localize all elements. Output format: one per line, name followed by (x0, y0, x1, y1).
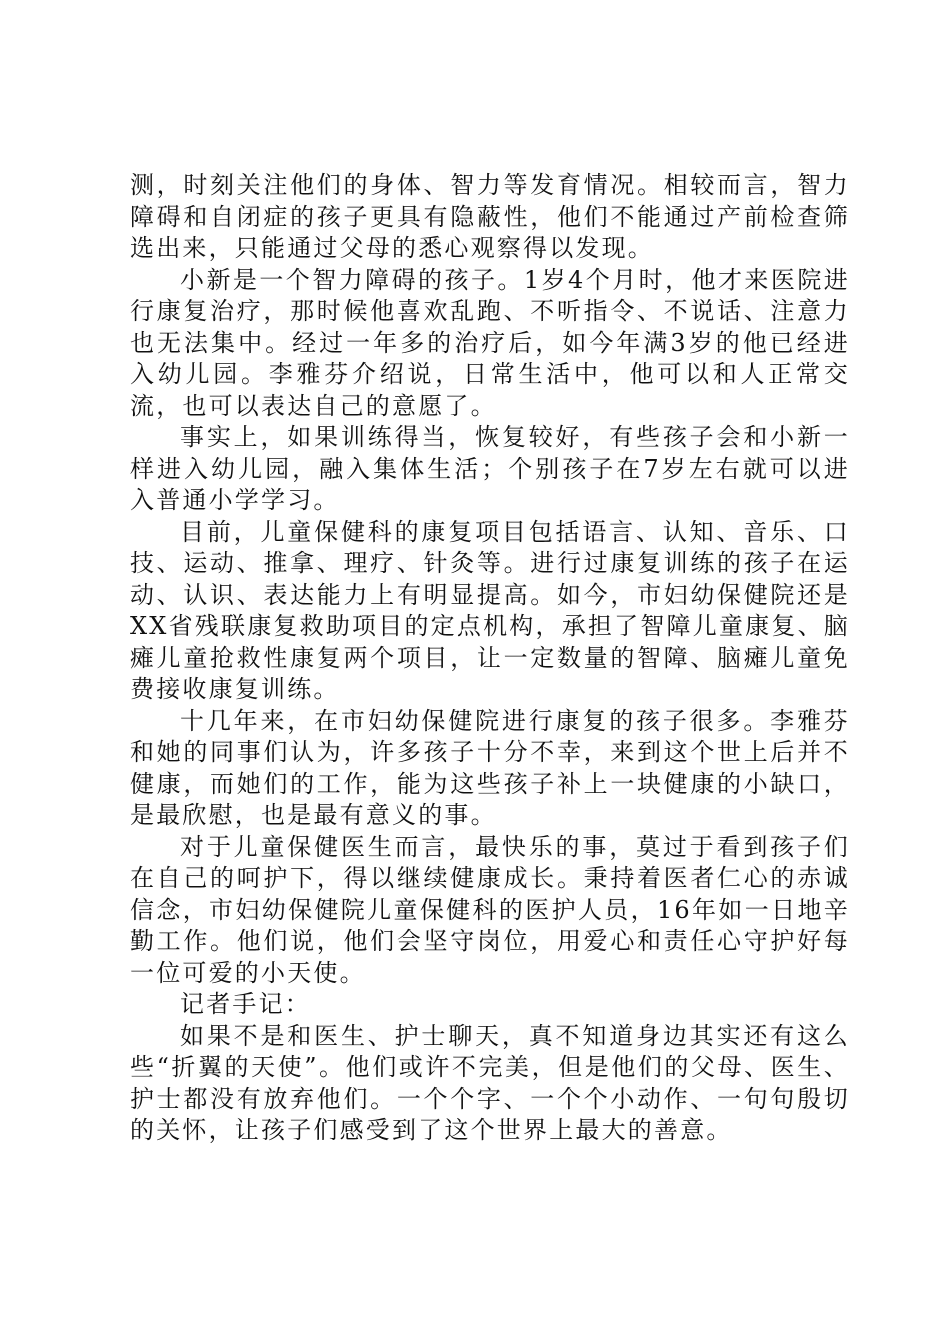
document-body (130, 170, 850, 1147)
paragraph-continuation: 测，时刻关注他们的身体、智力等发育情况。相较而言，智力障碍和自闭症的孩子更具有隐蔽性，他们不能通过产前检查筛选出来，只能通过父母的悉心观察得以发现。 (130, 171, 850, 262)
paragraph-rehab-projects: 目前，儿童保健科的康复项目包括语言、认知、音乐、口技、运动、推拿、理疗、针灸等。进行过康复训练的孩子在运动、认识、表达能力上有明显提高。如今，市妇幼保健院还是XX省残联康复救助项目的定点机构，承担了智障儿童康复、脑瘫儿童抢救性康复两个项目，让一定数量的智障、脑瘫儿童免费接收康复训练。 (130, 517, 850, 703)
paragraph-years: 十几年来，在市妇幼保健院进行康复的孩子很多。李雅芬和她的同事们认为，许多孩子十分不幸，来到这个世上后并不健康，而她们的工作，能为这些孩子补上一块健康的小缺口，是最欣慰，也是最有意义的事。 (130, 706, 850, 829)
paragraph-reporter-notes: 如果不是和医生、护士聊天，真不知道身边其实还有这么些“折翼的天使”。他们或许不完美，但是他们的父母、医生、护士都没有放弃他们。一个个字、一个个小动作、一句句殷切的关怀，让孩子们感受到了这个世界上最大的善意。 (130, 1021, 850, 1144)
paragraph-xiaoxin: 小新是一个智力障碍的孩子。1岁4个月时，他才来医院进行康复治疗，那时候他喜欢乱跑、不听指令、不说话、注意力也无法集中。经过一年多的治疗后，如今年满3岁的他已经进入幼儿园。李雅芬介绍说，日常生活中，他可以和人正常交流，也可以表达自己的意愿了。 (130, 265, 850, 420)
paragraph-happiness: 对于儿童保健医生而言，最快乐的事，莫过于看到孩子们在自己的呵护下，得以继续健康成长。秉持着医者仁心的赤诚信念，市妇幼保健院儿童保健科的医护人员，16年如一日地辛勤工作。他们说，他们会坚守岗位，用爱心和责任心守护好每一位可爱的小天使。 (130, 832, 850, 987)
paragraph-fact: 事实上，如果训练得当，恢复较好，有些孩子会和小新一样进入幼儿园，融入集体生活；个别孩子在7岁左右就可以进入普通小学学习。 (130, 423, 850, 514)
reporter-notes-heading: 记者手记： (180, 990, 311, 1018)
